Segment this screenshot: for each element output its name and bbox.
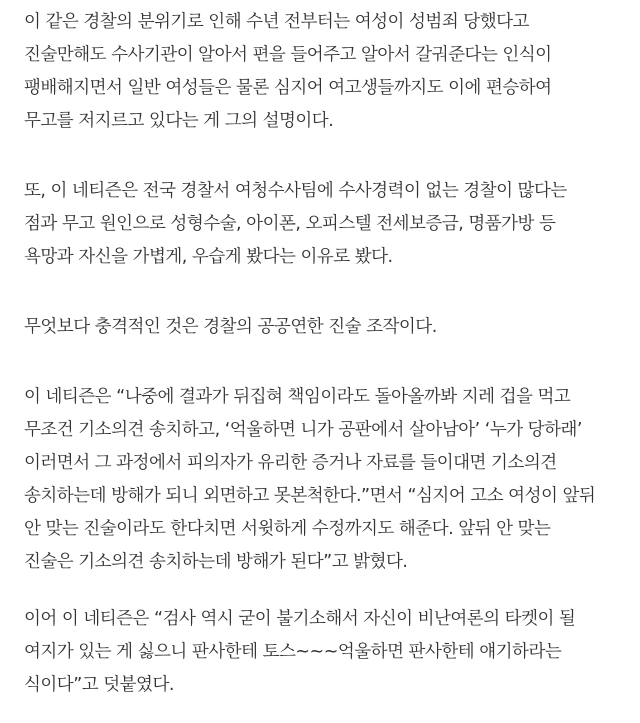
text-line: 욕망과 자신을 가볍게, 우습게 봤다는 이유로 봤다. xyxy=(24,247,393,267)
text-line: 팽배해지면서 일반 여성들은 물론 심지어 여고생들까지도 이에 편승하여 xyxy=(24,78,552,98)
text-line: 이어 이 네티즌은 “검사 역시 굳이 불기소해서 자신이 비난여론의 타켓이 될 xyxy=(24,609,576,629)
text-line: 무엇보다 충격적인 것은 경찰의 공공연한 진술 조작이다. xyxy=(24,317,437,337)
text-line: 무고를 저지르고 있다는 게 그의 설명이다. xyxy=(24,111,334,131)
text-line: 또, 이 네티즌은 전국 경찰서 여청수사팀에 수사경력이 없는 경찰이 많다는 xyxy=(24,181,567,201)
paragraph-2 xyxy=(24,175,624,274)
text-line: 송치하는데 방해가 되니 외면하고 못본척한다.”면서 “심지어 고소 여성이 앞뒤 xyxy=(24,486,596,506)
paragraph-5 xyxy=(24,603,624,702)
text-line: 이 같은 경찰의 분위기로 인해 수년 전부터는 여성이 성범죄 당했다고 xyxy=(24,12,529,32)
text-line: 진술만해도 수사기관이 알아서 편을 들어주고 알아서 갈궈준다는 인식이 xyxy=(24,45,552,65)
text-line: 점과 무고 원인으로 성형수술, 아이폰, 오피스텔 전세보증금, 명품가방 등 xyxy=(24,214,556,234)
paragraph-4 xyxy=(24,381,624,579)
text-line: 진술은 기소의견 송치하는데 방해가 된다”고 밝혔다. xyxy=(24,552,408,572)
paragraph-3 xyxy=(24,311,624,344)
text-line: 무조건 기소의견 송치하고, ‘억울하면 니가 공판에서 살아남아’ ‘누가 당하래’ xyxy=(24,420,582,440)
text-line: 안 맞는 진술이라도 한다치면 서윗하게 수정까지도 해준다. 앞뒤 안 맞는 xyxy=(24,519,551,539)
text-line: 이 네티즌은 “나중에 결과가 뒤집혀 책임이라도 돌아올까봐 지레 겁을 먹고 xyxy=(24,387,571,407)
text-line: 이러면서 그 과정에서 피의자가 유리한 증거나 자료를 들이대면 기소의견 xyxy=(24,453,557,473)
text-line: 여지가 있는 게 싫으니 판사한테 토스~~~억울하면 판사한테 얘기하라는 xyxy=(24,642,562,662)
text-line: 식이다”고 덧붙였다. xyxy=(24,675,174,695)
paragraph-1 xyxy=(24,6,624,138)
